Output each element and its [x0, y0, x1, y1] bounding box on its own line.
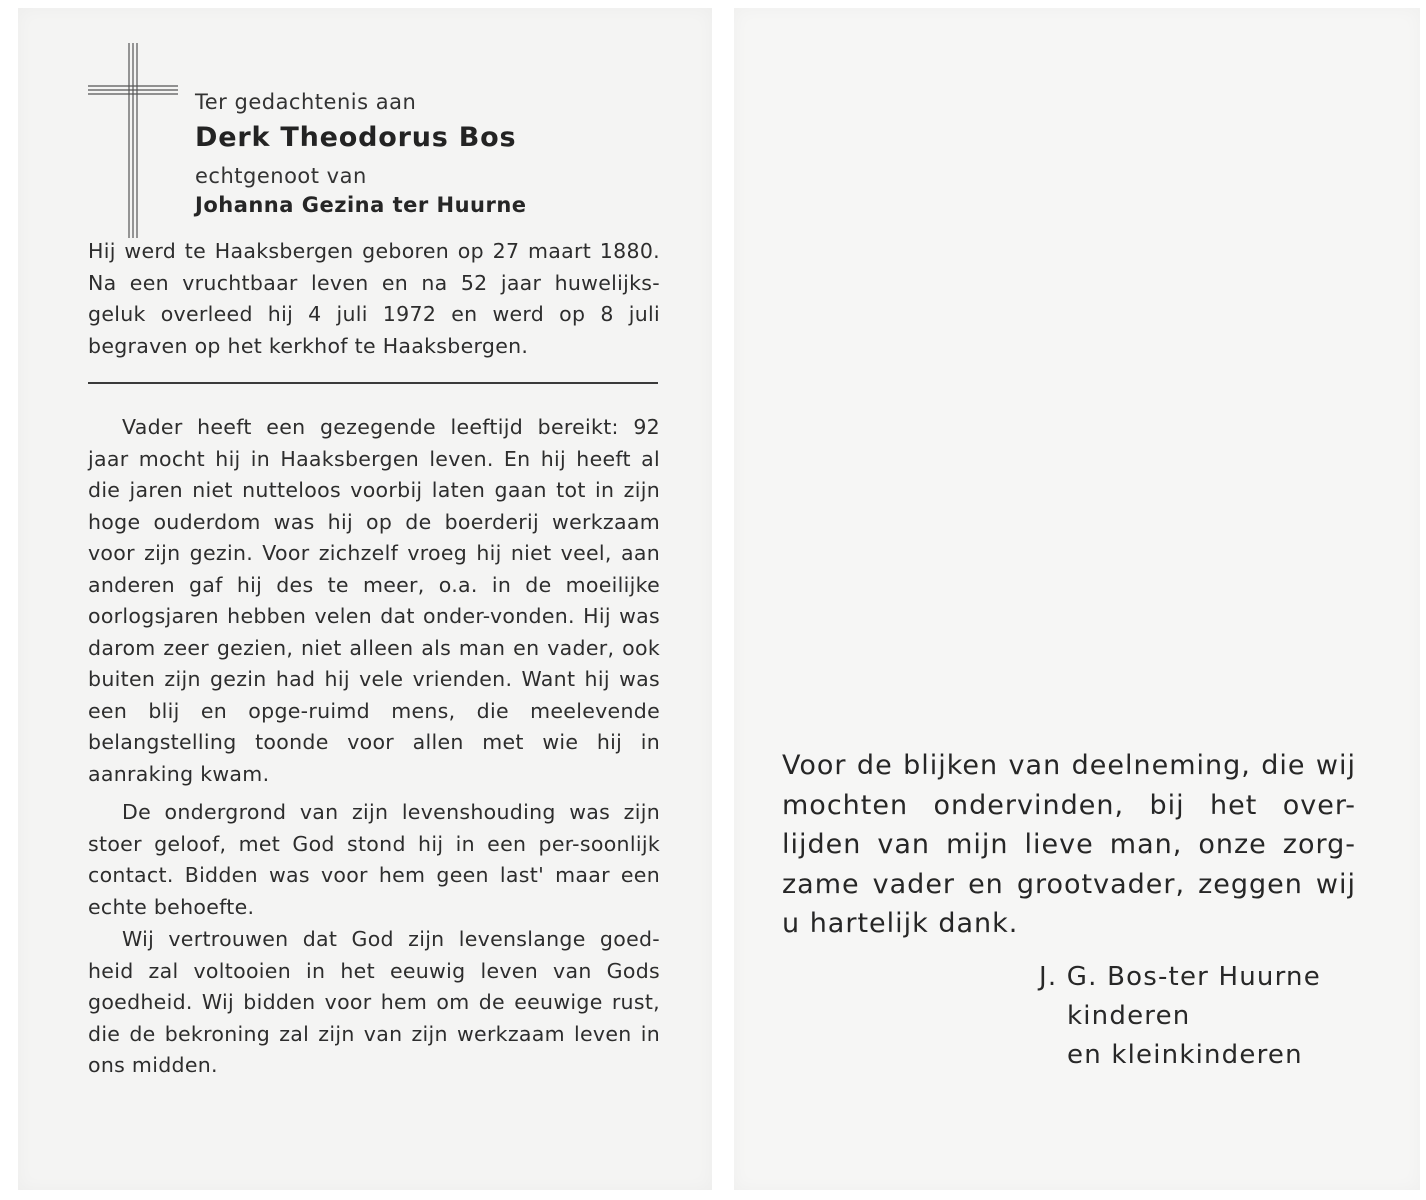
spouse-name: Johanna Gezina ter Huurne	[195, 193, 527, 217]
prayer-paragraph: Wij vertrouwen dat God zijn levenslange goed-heid zal voltooien in het eeuwig leven van Gods goedheid. Wij bidden voor hem om de eeuwige rust, die de bekroning zal zijn van zijn werkzaam leven in ons midden.	[88, 927, 660, 1077]
memorial-card-back	[734, 8, 1420, 1190]
signature-widow: J. G. Bos-ter Huurne	[1039, 962, 1321, 992]
thank-you-text: Voor de blijken van deelneming, die wij mochten ondervinden, bij het over-lijden van mijn lieve man, onze zorg-zame vader en grootvader, zeggen wij u hartelijk dank.	[782, 750, 1356, 939]
signature-grandchildren: en kleinkinderen	[1067, 1040, 1303, 1070]
biography-text: Hij werd te Haaksbergen geboren op 27 maart 1880. Na een vruchtbaar leven en na 52 jaar huwelijks-geluk overleed hij 4 juli 1972 en werd op 8 juli begraven op het kerkhof te Haaksbergen.	[88, 239, 660, 358]
divider	[88, 382, 658, 384]
faith-paragraph: De ondergrond van zijn levenshouding was zijn stoer geloof, met God stond hij in een per-soonlijk contact. Bidden was voor hem geen last' maar een echte behoefte.	[88, 800, 660, 919]
memorial-heading: Ter gedachtenis aan	[195, 90, 417, 114]
signature-children: kinderen	[1067, 1001, 1191, 1031]
cross-icon	[88, 43, 178, 238]
spouse-label: echtgenoot van	[195, 164, 367, 188]
tribute-paragraph: Vader heeft een gezegende leeftijd bereikt: 92 jaar mocht hij in Haaksbergen leven. En hij heeft al die jaren niet nutteloos voorbij laten gaan tot in zijn hoge ouderdom was hij op de boerderij werkzaam voor zijn gezin. Voor zichzelf vroeg hij niet veel, aan anderen gaf hij des te meer, o.a. in de moeilijke oorlogsjaren hebben velen dat onder-vonden. Hij was darom zeer gezien, niet alleen als man en vader, ook buiten zijn gezin had hij vele vrienden. Want hij was een blij en opge-ruimd mens, die meelevende belangstelling toonde voor allen met wie hij in aanraking kwam.	[88, 415, 660, 786]
memorial-card-front	[18, 8, 712, 1190]
deceased-name: Derk Theodorus Bos	[195, 122, 517, 153]
